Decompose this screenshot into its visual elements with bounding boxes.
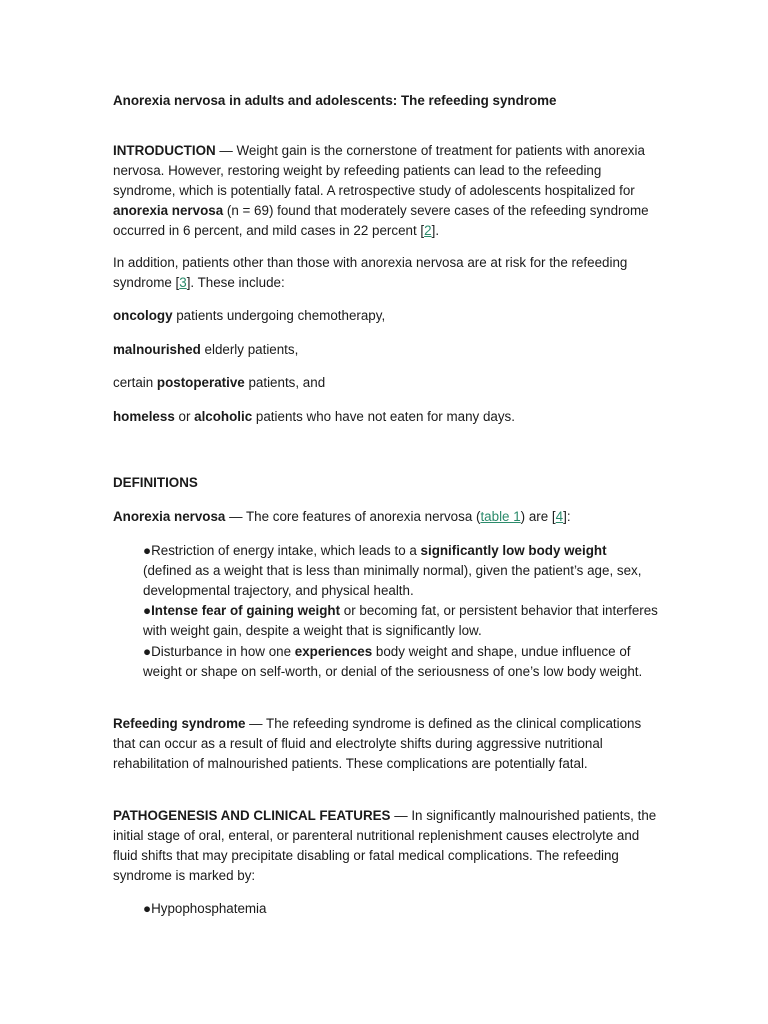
definitions-heading: DEFINITIONS [113, 475, 198, 490]
risk-item-malnourished: malnourished elderly patients, [113, 342, 299, 357]
reference-link-3[interactable]: 3 [179, 275, 187, 290]
introduction-paragraph: INTRODUCTION — Weight gain is the cornerstone of treatment for patients with anorexia nervosa. However, restoring weight by refeeding patients can lead to the refeeding syndrome, which is potentially fatal. A retrospective study of adolescents hospitalized for anorexia nervosa (n = 69) found that moderately severe cases of the refeeding syndrome occurred in 6 percent, and mild cases in 22 percent [2]. [113, 143, 649, 238]
reference-link-4[interactable]: 4 [555, 509, 564, 524]
addition-paragraph: In addition, patients other than those with anorexia nervosa are at risk for the refeeding syndrome [3]. These include: [113, 255, 628, 290]
document-title: Anorexia nervosa in adults and adolescents: The refeeding syndrome [113, 93, 557, 108]
bullet-hypophosphatemia: ●Hypophosphatemia [143, 901, 267, 916]
introduction-heading: INTRODUCTION [113, 143, 216, 158]
risk-item-postoperative: certain postoperative patients, and [113, 375, 326, 390]
risk-item-oncology: oncology patients undergoing chemotherapy, [113, 308, 386, 323]
pathogenesis-paragraph: PATHOGENESIS AND CLINICAL FEATURES — In significantly malnourished patients, the initial stage of oral, enteral, or parenteral nutritional replenishment causes electrolyte and fluid shifts that may precipitate disabling or fatal medical complications. The refeeding syndrome is marked by: [113, 808, 657, 883]
bullet-fear: ●Intense fear of gaining weight or becoming fat, or persistent behavior that interferes with weight gain, despite a weight that is significantly low. [143, 603, 658, 638]
anorexia-definition: Anorexia nervosa — The core features of anorexia nervosa (table 1) are [4]: [113, 509, 571, 524]
refeeding-definition: Refeeding syndrome — The refeeding syndrome is defined as the clinical complications that can occur as a result of fluid and electrolyte shifts during aggressive nutritional rehabilitation of malnourished patients. These complications are potentially fatal. [113, 716, 642, 771]
table-1-link[interactable]: table 1 [480, 509, 521, 524]
bullet-restriction: ●Restriction of energy intake, which leads to a significantly low body weight (defined as a weight that is less than minimally normal), given the patient’s age, sex, developmental trajectory, and physical health. [143, 543, 642, 598]
reference-link-2[interactable]: 2 [424, 223, 432, 238]
pathogenesis-heading: PATHOGENESIS AND CLINICAL FEATURES [113, 808, 391, 823]
bullet-disturbance: ●Disturbance in how one experiences body weight and shape, undue influence of weight or shape on self-worth, or denial of the seriousness of one’s low body weight. [143, 644, 643, 679]
risk-item-homeless: homeless or alcoholic patients who have not eaten for many days. [113, 409, 515, 424]
